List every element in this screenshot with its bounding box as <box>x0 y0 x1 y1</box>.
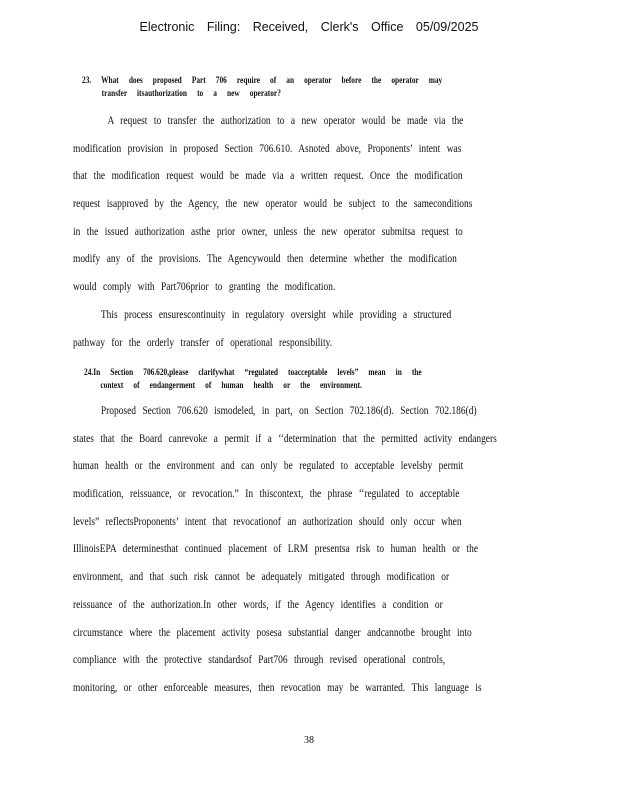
text-line: modification provision in proposed Section 706.610. Asnoted above, Proponents’ intent was <box>73 142 462 155</box>
page-number: 38 <box>304 735 314 746</box>
question-23-line-2: transfer itsauthorization to a new operator? <box>101 88 281 98</box>
text-line: states that the Board canrevoke a permit if a ‘‘determination that the permitted activity endangers <box>73 432 497 445</box>
text-line: IllinoisEPA determinesthat continued placement of LRM presentsa risk to human health or the <box>73 543 479 556</box>
question-23 <box>82 74 484 100</box>
text-line: This process ensurescontinuity in regulatory oversight while providing a structured <box>100 309 452 321</box>
text-line: environment, and that such risk cannot be adequately mitigated through modification or <box>73 571 450 584</box>
answer-24-paragraph <box>73 398 516 703</box>
text-line: human health or the environment and can only be regulated to acceptable levelsby permit <box>73 460 464 473</box>
text-line: circumstance where the placement activity posesa substantial danger andcannotbe brought into <box>73 626 472 639</box>
question-24-line-1: 24.In Section 706.620,please clarifywhat “regulated toacceptable levels” mean in the <box>84 367 422 377</box>
answer-23-continuation-paragraph <box>73 302 516 357</box>
answer-23-paragraph <box>73 108 516 302</box>
text-line: A request to transfer the authorization to a new operator would be made via the <box>107 115 464 127</box>
text-line: that the modification request would be made via a written request. Once the modification <box>73 170 463 183</box>
question-23-line-1: 23. What does proposed Part 706 require of an operator before the operator may <box>82 75 443 85</box>
text-line: monitoring, or other enforceable measures, then revocation may be warranted. This language is <box>73 681 482 694</box>
text-line: compliance with the protective standardsof Part706 through revised operational controls, <box>73 654 446 667</box>
text-line: levels” reflectsProponents’ intent that revocationof an authorization should only occur when <box>73 515 462 528</box>
text-line: modification, reissuance, or revocation.” In thiscontext, the phrase ‘‘regulated to acceptable <box>73 488 460 501</box>
text-line: reissuance of the authorization.In other words, if the Agency identifies a condition or <box>73 598 443 611</box>
text-line: modify any of the provisions. The Agencywould then determine whether the modification <box>73 253 457 266</box>
text-line: in the issued authorization asthe prior owner, unless the new operator submitsa request to <box>73 225 463 238</box>
text-line: Proposed Section 706.620 ismodeled, in part, on Section 702.186(d). Section 702.186(d) <box>100 405 477 417</box>
text-line: request isapproved by the Agency, the new operator would be subject to the sameconditions <box>73 198 473 211</box>
filing-stamp-header: Electronic Filing: Received, Clerk's Office 05/09/2025 <box>139 20 479 34</box>
question-24-line-2: context of endangerment of human health or the environment. <box>100 380 362 390</box>
text-line: pathway for the orderly transfer of operational responsibility. <box>73 336 333 349</box>
question-24 <box>84 366 515 392</box>
text-line: would comply with Part706prior to granting the modification. <box>73 281 336 294</box>
